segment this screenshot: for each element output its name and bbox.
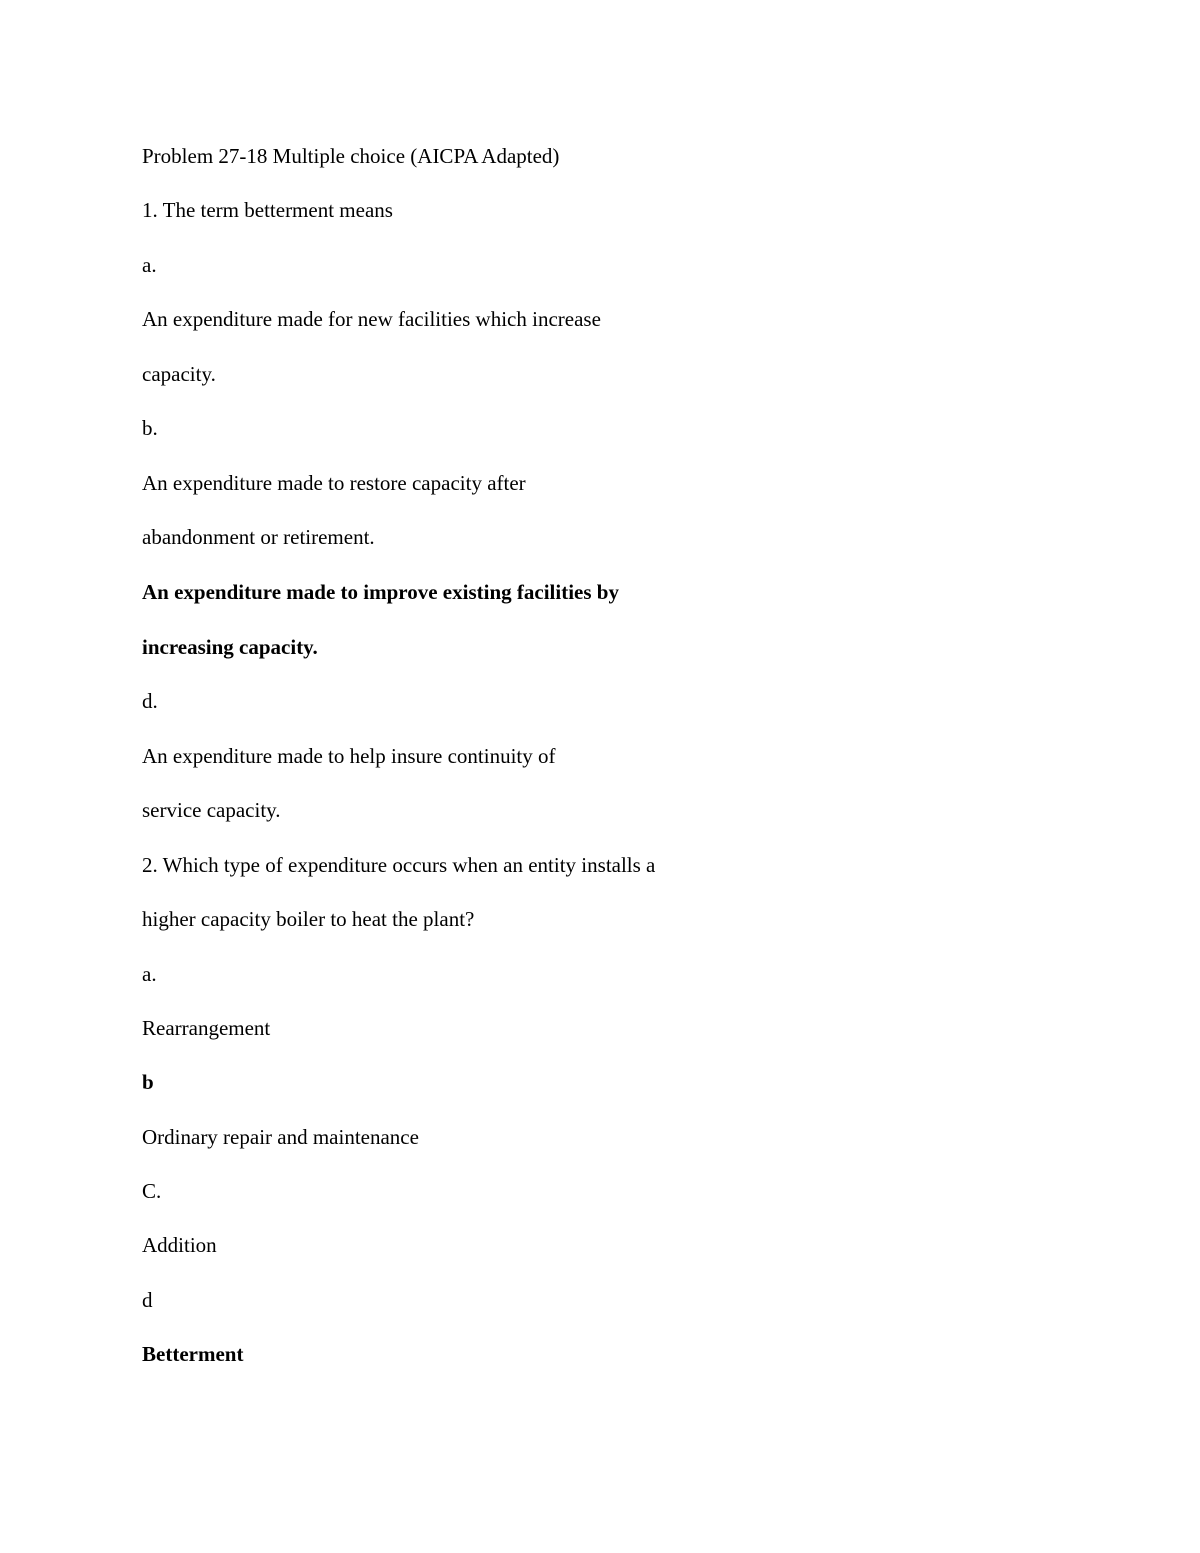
question-1-stem: 1. The term betterment means xyxy=(142,198,393,222)
question-1-option-b-text: abandonment or retirement. xyxy=(142,525,375,549)
question-1-option-d-letter: d. xyxy=(142,689,158,713)
question-2-stem: 2. Which type of expenditure occurs when an entity installs a xyxy=(142,853,656,877)
question-2-option-c-text: Addition xyxy=(142,1233,217,1257)
question-2-option-a-letter: a. xyxy=(142,962,157,986)
question-1-option-d-text: An expenditure made to help insure continuity of xyxy=(142,744,556,768)
question-1-option-d-text: service capacity. xyxy=(142,798,281,822)
question-1-option-c-answer-text: increasing capacity. xyxy=(142,635,318,659)
question-2-option-c-letter: C. xyxy=(142,1179,162,1203)
question-2-option-b-text: Ordinary repair and maintenance xyxy=(142,1125,419,1149)
question-2-option-b-letter: b xyxy=(142,1070,154,1094)
question-1-option-a-text: capacity. xyxy=(142,362,216,386)
question-1-option-a-text: An expenditure made for new facilities which increase xyxy=(142,307,601,331)
question-2-option-a-text: Rearrangement xyxy=(142,1016,271,1040)
question-2-option-d-answer-text: Betterment xyxy=(142,1342,244,1366)
document-title: Problem 27-18 Multiple choice (AICPA Adapted) xyxy=(142,144,560,168)
question-2-stem: higher capacity boiler to heat the plant? xyxy=(142,907,475,931)
question-2-option-d-letter: d xyxy=(142,1288,153,1312)
question-1-option-b-text: An expenditure made to restore capacity after xyxy=(142,471,526,495)
question-1-option-a-letter: a. xyxy=(142,253,157,277)
question-1-option-c-answer-text: An expenditure made to improve existing facilities by xyxy=(142,580,619,604)
question-1-option-b-letter: b. xyxy=(142,416,158,440)
